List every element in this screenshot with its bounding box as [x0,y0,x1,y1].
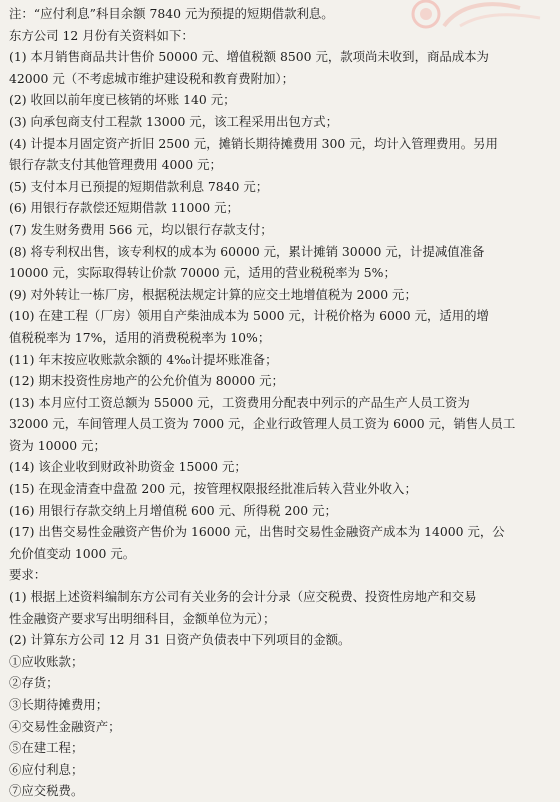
text-line-20: 32000 元，车间管理人员工资为 7000 元，企业行政管理人员工资为 6000 元，销售人员工 [9,416,516,432]
text-line-23: (15) 在现金清查中盘盈 200 元，按管理权限报经批准后转入营业外收入； [9,481,417,497]
text-line-28: (1) 根据上述资料编制东方公司有关业务的会计分录（应交税费、投资性房地产和交易 [9,589,477,605]
text-line-1: 注：“应付利息”科目余额 7840 元为预提的短期借款利息。 [9,6,334,21]
text-line-3: (1) 本月销售商品共计售价 50000 元、增值税额 8500 元，款项尚未收到，商品成本为 [9,49,489,65]
text-line-24: (16) 用银行存款交纳上月增值税 600 元、所得税 200 元； [9,502,337,518]
text-line-8: 银行存款支付其他管理费用 4000 元； [9,157,222,173]
text-line-27: 要求： [9,567,47,583]
text-line-25: (17) 出售交易性金融资产售价为 16000 元，出售时交易性金融资产成本为 14000 元，公 [9,524,505,540]
text-line-26: 允价值变动 1000 元。 [9,545,136,561]
text-line-33: ③长期待摊费用； [9,697,109,712]
text-line-21: 资为 10000 元； [9,437,106,453]
text-line-35: ⑤在建工程； [9,740,84,756]
text-line-32: ②存货； [9,675,59,691]
text-line-9: (5) 支付本月已预提的短期借款利息 7840 元； [9,178,269,194]
text-line-13: 10000 元，实际取得转让价款 70000 元，适用的营业税税率为 5%； [9,265,396,281]
text-line-7: (4) 计提本月固定资产折旧 2500 元，摊销长期待摊费用 300 元，均计入管理费用。另用 [9,135,498,151]
text-line-4: 42000 元（不考虑城市维护建设税和教育费附加）； [9,70,294,86]
text-line-5: (2) 收回以前年度已核销的坏账 140 元； [9,92,236,108]
text-line-2: 东方公司 12 月份有关资料如下： [9,27,194,43]
text-line-15: (10) 在建工程（厂房）领用自产柴油成本为 5000 元，计税价格为 6000 元，适用的增 [9,308,489,324]
text-line-10: (6) 用银行存款偿还短期借款 11000 元； [9,200,239,216]
text-line-12: (8) 将专利权出售，该专利权的成本为 60000 元，累计摊销 30000 元，计提减值准备 [9,243,485,259]
text-line-17: (11) 年末按应收账款余额的 4‰计提坏账准备； [9,351,278,367]
text-line-6: (3) 向承包商支付工程款 13000 元，该工程采用出包方式； [9,113,338,129]
text-line-11: (7) 发生财务费用 566 元，均以银行存款支付； [9,221,273,237]
text-line-37: ⑦应交税费。 [9,783,84,799]
text-line-16: 值税税率为 17%，适用的消费税税率为 10%； [9,329,271,345]
text-line-36: ⑥应付利息； [9,761,84,777]
text-line-34: ④交易性金融资产； [9,718,121,734]
text-line-14: (9) 对外转让一栋厂房，根据税法规定计算的应交土地增值税为 2000 元； [9,286,417,302]
text-line-30: (2) 计算东方公司 12 月 31 日资产负债表中下列项目的金额。 [9,632,351,648]
text-line-31: ①应收账款； [9,653,84,669]
text-line-29: 性金融资产要求写出明细科目，金额单位为元）； [9,610,276,626]
text-line-18: (12) 期末投资性房地产的公允价值为 80000 元； [9,373,284,389]
text-line-22: (14) 该企业收到财政补助资金 15000 元； [9,459,247,475]
text-line-19: (13) 本月应付工资总额为 55000 元，工资费用分配表中列示的产品生产人员工资为 [9,394,470,410]
